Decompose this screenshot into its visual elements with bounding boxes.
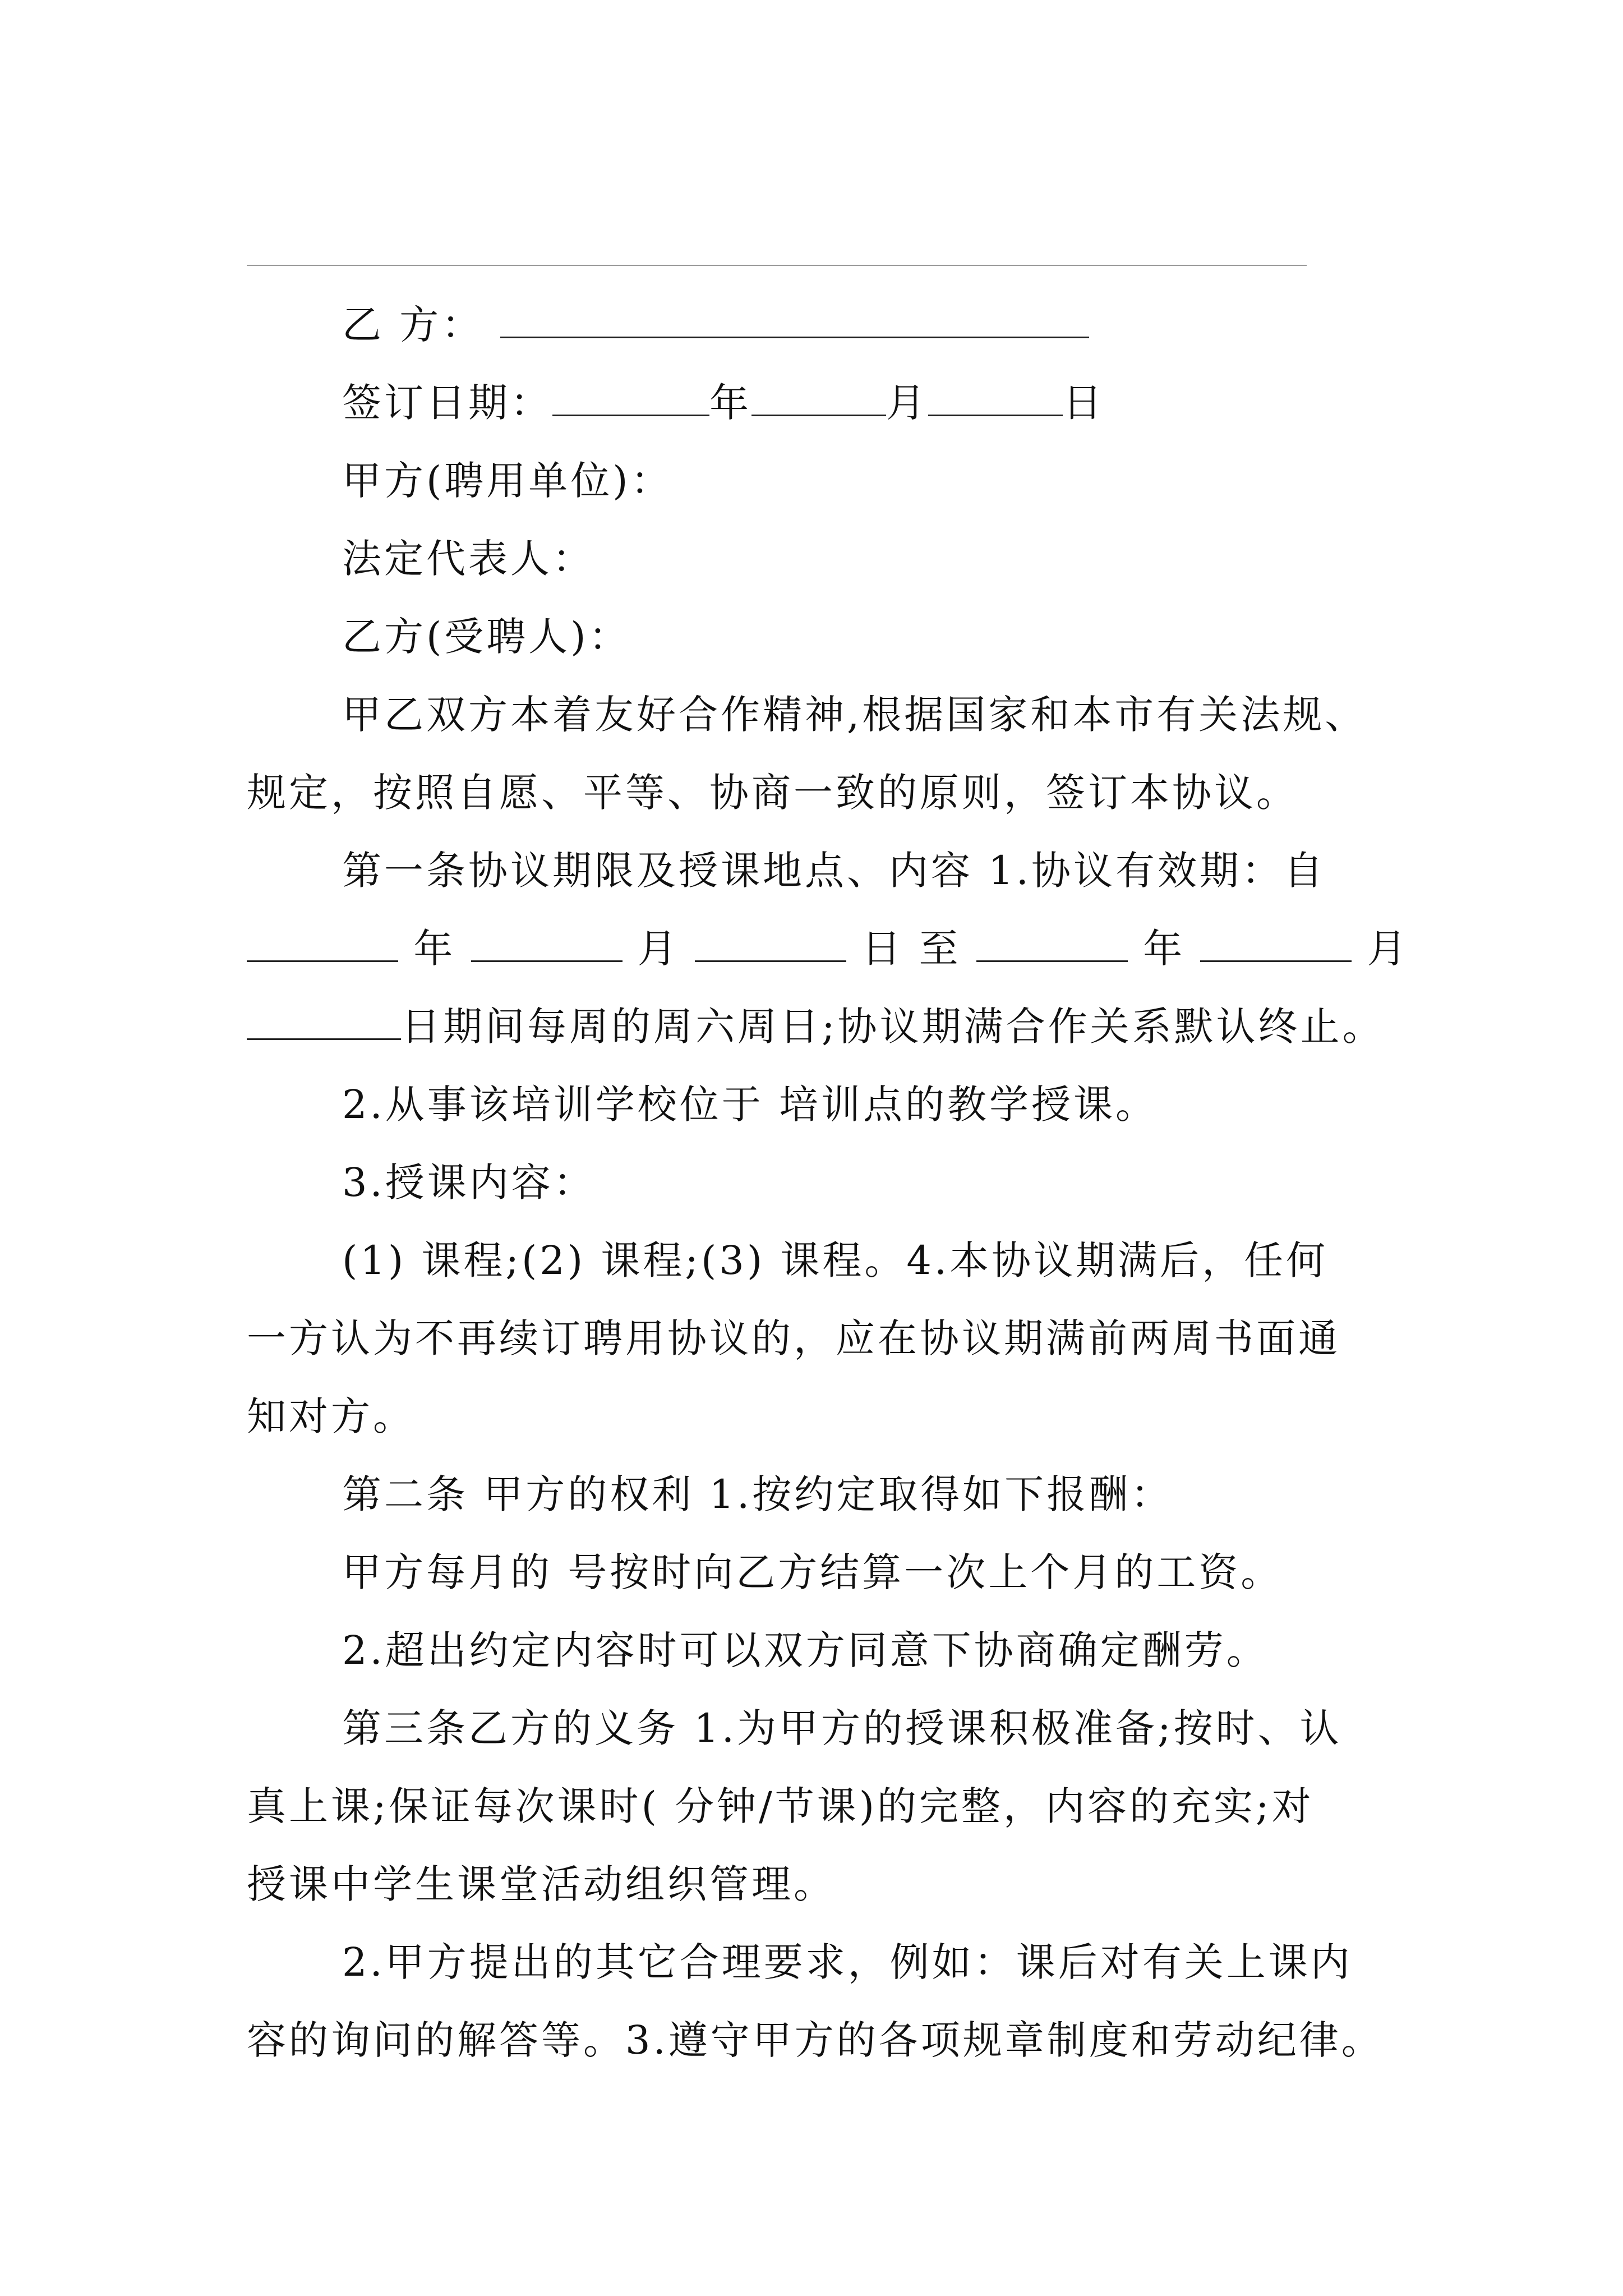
start-day-blank [695,927,846,962]
document-body [247,286,1409,2079]
article1-period-line [247,910,1409,988]
sign-day-unit: 日 [1063,380,1105,426]
intro-paragraph-line-2: 规定，按照自愿、平等、协商一致的原则，签订本协议。 [247,770,1298,816]
article2-line-2: 甲方每月的 号按时向乙方结算一次上个月的工资。 [342,1549,1283,1595]
article1-courses-line-3: 知对方。 [247,1393,415,1439]
sign-month-blank [751,381,886,416]
article1-courses-line-1: (1) 课程;(2) 课程;(3) 课程。4.本协议期满后，任何 [342,1237,1329,1283]
article3-line-3: 授课中学生课堂活动组织管理。 [247,1861,836,1907]
article1-courses-line-2: 一方认为不再续订聘用协议的，应在协议期满前两周书面通 [247,1315,1340,1361]
sign-year-blank [552,381,709,416]
end-month-unit: 月 [1367,926,1409,972]
legal-rep-line: 法定代表人： [342,536,594,582]
sign-day-blank [928,381,1063,416]
article1-line-3 [247,988,1402,1066]
end-year-blank [976,927,1128,962]
party-b-blank [500,303,1089,338]
start-month-unit: 月 [637,926,680,972]
article1-item2: 2.从事该培训学校位于 培训点的教学授课。 [342,1082,1158,1128]
start-month-blank [471,927,623,962]
article3-line-1: 第三条乙方的义务 1.为甲方的授课积极准备;按时、认 [342,1705,1342,1751]
end-year-unit: 年 [1143,926,1186,972]
end-day-blank [247,1005,401,1040]
intro-paragraph-line-1: 甲乙双方本着友好合作精神,根据国家和本市有关法规、 [342,692,1367,738]
sign-date-label: 签订日期： [342,380,552,426]
article1-line-3-text: 日期间每周的周六周日;协议期满合作关系默认终止。 [401,1004,1385,1050]
article1-line-1: 第一条协议期限及授课地点、内容 1.协议有效期：自 [342,848,1326,894]
party-b-label: 乙 方： [342,302,484,348]
start-day-to: 日 至 [861,926,961,972]
header-rule [247,265,1307,266]
sign-month-unit: 月 [886,380,928,426]
start-year-unit: 年 [413,926,456,972]
party-b-signature-line [247,286,1402,364]
party-a-line: 甲方(聘用单位)： [342,458,673,504]
article1-item3: 3.授课内容： [342,1159,596,1205]
article3-line-4: 2.甲方提出的其它合理要求，例如：课后对有关上课内 [342,1939,1353,1985]
article3-line-2: 真上课;保证每次课时( 分钟/节课)的完整，内容的充实;对 [247,1783,1314,1829]
start-year-blank [247,927,398,962]
party-b-line: 乙方(受聘人)： [342,614,631,660]
sign-year-unit: 年 [709,380,751,426]
article2-line-1: 第二条 甲方的权利 1.按约定取得如下报酬： [342,1471,1173,1517]
article2-line-3: 2.超出约定内容时可以双方同意下协商确定酬劳。 [342,1627,1269,1673]
sign-date-line [247,364,1402,442]
article3-line-5: 容的询问的解答等。3.遵守甲方的各项规章制度和劳动纪律。 [247,2017,1384,2063]
end-month-blank [1200,927,1352,962]
